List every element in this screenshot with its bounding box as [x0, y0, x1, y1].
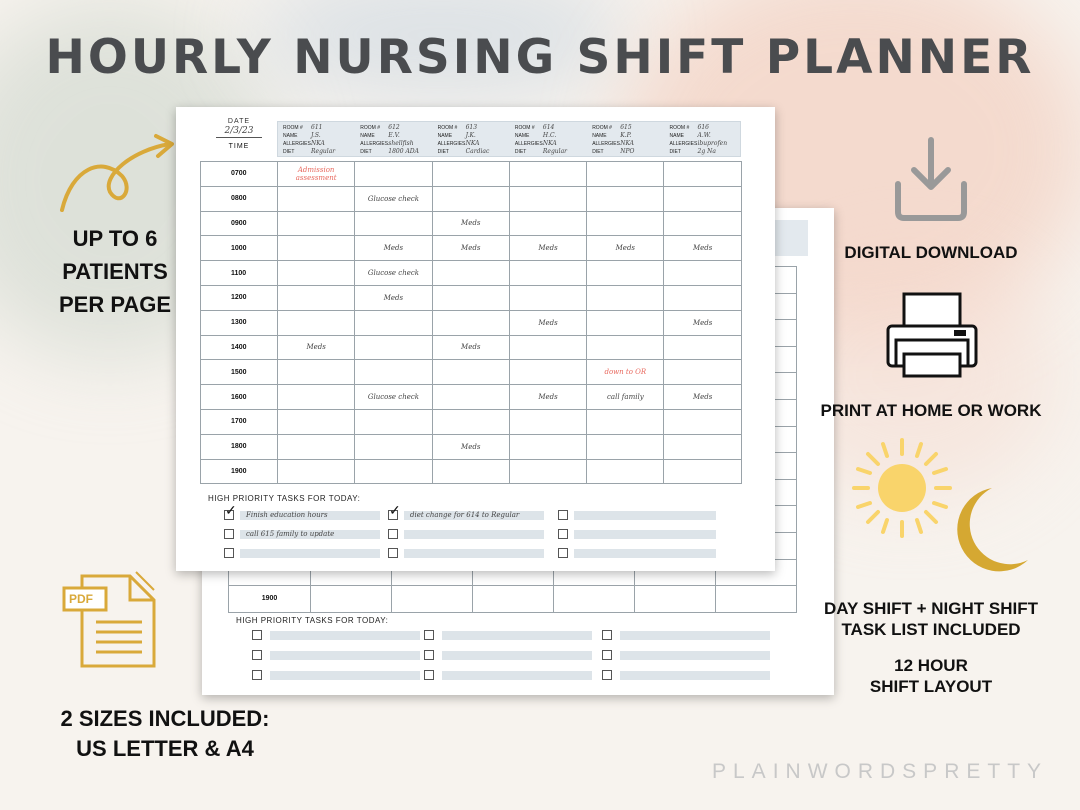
- brand-watermark: PLAINWORDSPRETTY: [712, 760, 1049, 783]
- schedule-entry: Meds: [538, 244, 558, 253]
- schedule-cell[interactable]: [509, 459, 586, 484]
- hour-label: 1600: [201, 385, 278, 410]
- schedule-cell[interactable]: [278, 236, 355, 261]
- hour-row: [201, 261, 742, 286]
- task-field[interactable]: Finish education hours: [240, 511, 380, 520]
- task-field[interactable]: call 615 family to update: [240, 530, 380, 539]
- schedule-cell[interactable]: [664, 385, 741, 410]
- schedule-cell[interactable]: [587, 385, 664, 410]
- task-field[interactable]: [240, 549, 380, 558]
- schedule-cell[interactable]: [355, 261, 432, 286]
- back-task-field[interactable]: [442, 651, 592, 660]
- schedule-entry: Glucose check: [367, 269, 420, 278]
- schedule-entry: Meds: [461, 244, 481, 253]
- shift-tasks-label: DAY SHIFT + NIGHT SHIFT TASK LIST INCLUDED: [824, 599, 1038, 639]
- schedule-cell[interactable]: [664, 459, 741, 484]
- hour-label: 1100: [201, 261, 278, 286]
- schedule-cell[interactable]: [355, 459, 432, 484]
- back-task-checkbox[interactable]: [252, 670, 262, 680]
- schedule-cell[interactable]: [278, 360, 355, 385]
- task-checkbox[interactable]: [224, 548, 234, 558]
- hourly-grid: [200, 161, 742, 484]
- schedule-entry: Meds: [461, 343, 481, 352]
- sizes-feature: 2 SIZES INCLUDED: US LETTER & A4: [60, 706, 270, 761]
- room-column-header: ROOM # 613 NAME J.K. ALLERGIESNKA DIET Cardiac: [437, 124, 490, 155]
- schedule-cell[interactable]: [509, 162, 586, 187]
- patients-feature: UP TO 6 PATIENTS PER PAGE: [58, 226, 172, 317]
- schedule-cell[interactable]: [278, 434, 355, 459]
- schedule-cell[interactable]: [664, 434, 741, 459]
- schedule-entry: Meds: [383, 244, 404, 253]
- hour-label: 1200: [201, 285, 278, 310]
- hour-label: 1500: [201, 360, 278, 385]
- schedule-cell[interactable]: [587, 335, 664, 360]
- hour-label: 1300: [201, 310, 278, 335]
- hour-label: 1900: [201, 459, 278, 484]
- pdf-label: PDF: [69, 592, 93, 606]
- back-task-checkbox[interactable]: [602, 670, 612, 680]
- schedule-entry: Meds: [538, 393, 558, 402]
- hour-row: [201, 186, 742, 211]
- back-task-checkbox[interactable]: [252, 630, 262, 640]
- check-mark-icon: ✓: [225, 502, 237, 518]
- schedule-cell[interactable]: [509, 360, 586, 385]
- back-task-field[interactable]: [442, 671, 592, 680]
- room-column-header: ROOM # 616 NAME A.W. ALLERGIESibuprofen DIET 2g Na: [669, 124, 728, 155]
- layout-label: 12 HOUR SHIFT LAYOUT: [869, 656, 993, 696]
- schedule-entry: down to OR: [604, 368, 647, 377]
- schedule-cell[interactable]: [664, 162, 741, 187]
- download-icon: [892, 136, 970, 222]
- hour-row: [201, 385, 742, 410]
- hour-row: [201, 360, 742, 385]
- schedule-cell[interactable]: [432, 186, 509, 211]
- schedule-cell[interactable]: [432, 385, 509, 410]
- hour-label: 1800: [201, 434, 278, 459]
- hour-row: [201, 459, 742, 484]
- schedule-cell[interactable]: [278, 162, 355, 187]
- schedule-cell[interactable]: [278, 186, 355, 211]
- task-checkbox[interactable]: [224, 529, 234, 539]
- back-task-field[interactable]: [620, 671, 770, 680]
- hour-row: [201, 162, 742, 187]
- hour-row: [201, 236, 742, 261]
- room-column-header: ROOM # 611 NAME J.S. ALLERGIESNKA DIET Regular: [283, 124, 336, 155]
- schedule-cell[interactable]: [355, 162, 432, 187]
- task-checkbox[interactable]: [558, 510, 568, 520]
- schedule-cell[interactable]: [664, 310, 741, 335]
- schedule-cell[interactable]: [355, 236, 432, 261]
- schedule-cell[interactable]: [355, 385, 432, 410]
- back-task-checkbox[interactable]: [424, 630, 434, 640]
- date-value: 2/3/23: [216, 126, 262, 138]
- schedule-cell[interactable]: [664, 335, 741, 360]
- schedule-cell[interactable]: [355, 186, 432, 211]
- schedule-entry: Glucose check: [367, 194, 420, 203]
- task-field[interactable]: [404, 530, 544, 539]
- schedule-cell[interactable]: [432, 162, 509, 187]
- schedule-cell[interactable]: [278, 310, 355, 335]
- schedule-cell[interactable]: [355, 211, 432, 236]
- schedule-entry: Meds: [461, 442, 481, 451]
- schedule-cell[interactable]: [664, 261, 741, 286]
- schedule-cell[interactable]: [278, 459, 355, 484]
- task-checkbox[interactable]: [388, 529, 398, 539]
- back-task-checkbox[interactable]: [602, 650, 612, 660]
- back-schedule-cell[interactable]: [635, 586, 716, 613]
- tasks-label: HIGH PRIORITY TASKS FOR TODAY:: [208, 494, 361, 503]
- schedule-cell[interactable]: [432, 285, 509, 310]
- back-hour-row: [229, 586, 797, 613]
- schedule-entry: Meds: [538, 318, 558, 327]
- back-hour-label: 1900: [229, 586, 311, 613]
- schedule-cell[interactable]: [587, 162, 664, 187]
- back-task-field[interactable]: [270, 631, 420, 640]
- schedule-entry: Meds: [461, 219, 481, 228]
- schedule-cell[interactable]: [432, 360, 509, 385]
- room-header-strip: [277, 121, 741, 157]
- schedule-cell[interactable]: [587, 459, 664, 484]
- schedule-cell[interactable]: [432, 211, 509, 236]
- schedule-cell[interactable]: [664, 360, 741, 385]
- schedule-cell[interactable]: [278, 335, 355, 360]
- back-task-checkbox[interactable]: [602, 630, 612, 640]
- download-label: DIGITAL DOWNLOAD: [844, 243, 1018, 262]
- schedule-cell[interactable]: [432, 236, 509, 261]
- hour-label: 1700: [201, 409, 278, 434]
- task-field[interactable]: [574, 530, 716, 539]
- sun-icon: [850, 436, 954, 540]
- back-schedule-cell[interactable]: [716, 586, 797, 613]
- schedule-cell[interactable]: [587, 310, 664, 335]
- schedule-cell[interactable]: [432, 434, 509, 459]
- schedule-cell[interactable]: [509, 409, 586, 434]
- schedule-cell[interactable]: [432, 310, 509, 335]
- schedule-entry: Meds: [306, 343, 326, 352]
- check-mark-icon: ✓: [389, 502, 401, 518]
- schedule-cell[interactable]: [509, 310, 586, 335]
- schedule-cell[interactable]: [278, 211, 355, 236]
- schedule-cell[interactable]: [664, 211, 741, 236]
- schedule-cell[interactable]: [587, 409, 664, 434]
- task-field[interactable]: [574, 511, 716, 520]
- pdf-file-icon: [62, 570, 158, 670]
- schedule-cell[interactable]: [587, 360, 664, 385]
- task-field[interactable]: [574, 549, 716, 558]
- schedule-cell[interactable]: [509, 261, 586, 286]
- page-title: HOURLY NURSING SHIFT PLANNER: [45, 30, 1035, 85]
- hour-label: 0800: [201, 186, 278, 211]
- schedule-cell[interactable]: [355, 310, 432, 335]
- schedule-entry: Meds: [692, 244, 713, 253]
- schedule-cell[interactable]: [509, 335, 586, 360]
- moon-icon: [948, 484, 1032, 576]
- back-schedule-cell[interactable]: [392, 586, 473, 613]
- schedule-entry: Meds: [383, 293, 404, 302]
- schedule-cell[interactable]: [587, 211, 664, 236]
- task-checkbox[interactable]: [558, 529, 568, 539]
- hour-row: [201, 285, 742, 310]
- print-label: PRINT AT HOME OR WORK: [820, 401, 1042, 420]
- schedule-cell[interactable]: [432, 409, 509, 434]
- back-task-checkbox[interactable]: [252, 650, 262, 660]
- schedule-cell[interactable]: [278, 285, 355, 310]
- schedule-cell[interactable]: [355, 409, 432, 434]
- back-task-checkbox[interactable]: [424, 670, 434, 680]
- schedule-entry: Glucose check: [367, 393, 420, 402]
- schedule-entry: Meds: [692, 318, 713, 327]
- schedule-cell[interactable]: [355, 360, 432, 385]
- schedule-cell[interactable]: [587, 434, 664, 459]
- schedule-cell[interactable]: [278, 409, 355, 434]
- back-task-field[interactable]: [620, 651, 770, 660]
- back-task-field[interactable]: [620, 631, 770, 640]
- back-schedule-cell[interactable]: [311, 586, 392, 613]
- hour-label: 1400: [201, 335, 278, 360]
- task-field[interactable]: [404, 549, 544, 558]
- schedule-cell[interactable]: [509, 211, 586, 236]
- planner-sheet-front: [176, 107, 775, 571]
- back-task-field[interactable]: [270, 671, 420, 680]
- hour-row: [201, 211, 742, 236]
- schedule-cell[interactable]: [509, 385, 586, 410]
- hour-row: [201, 409, 742, 434]
- schedule-cell[interactable]: [509, 186, 586, 211]
- schedule-cell[interactable]: [587, 236, 664, 261]
- schedule-cell[interactable]: [509, 236, 586, 261]
- hour-row: [201, 335, 742, 360]
- back-task-field[interactable]: [442, 631, 592, 640]
- room-column-header: ROOM # 612 NAME E.V. ALLERGIESshellfish DIET 1800 ADA: [360, 124, 419, 155]
- schedule-cell[interactable]: [587, 186, 664, 211]
- task-checkbox[interactable]: [388, 548, 398, 558]
- schedule-cell[interactable]: [355, 434, 432, 459]
- schedule-cell[interactable]: [355, 335, 432, 360]
- back-task-field[interactable]: [270, 651, 420, 660]
- schedule-cell[interactable]: [587, 285, 664, 310]
- schedule-cell[interactable]: [664, 236, 741, 261]
- schedule-cell[interactable]: [278, 261, 355, 286]
- date-block: DATE 2/3/23 TIME: [216, 118, 262, 150]
- schedule-cell[interactable]: [432, 261, 509, 286]
- hour-row: [201, 310, 742, 335]
- schedule-entry: Meds: [615, 244, 636, 253]
- room-column-header: ROOM # 614 NAME H.C. ALLERGIESNKA DIET Regular: [514, 124, 568, 155]
- schedule-entry: Meds: [692, 393, 713, 402]
- task-checkbox[interactable]: [558, 548, 568, 558]
- task-field[interactable]: diet change for 614 to Regular: [404, 511, 544, 520]
- back-tasks-label: HIGH PRIORITY TASKS FOR TODAY:: [236, 616, 389, 625]
- schedule-cell[interactable]: [664, 186, 741, 211]
- schedule-cell[interactable]: [587, 261, 664, 286]
- schedule-cell[interactable]: [509, 285, 586, 310]
- curly-arrow-icon: [52, 128, 180, 216]
- schedule-entry: Admission assessment: [295, 165, 337, 182]
- schedule-entry: call family: [607, 393, 644, 402]
- hour-label: 0700: [201, 162, 278, 187]
- schedule-cell[interactable]: [664, 285, 741, 310]
- back-schedule-cell[interactable]: [473, 586, 554, 613]
- schedule-cell[interactable]: [355, 285, 432, 310]
- schedule-cell[interactable]: [432, 335, 509, 360]
- back-schedule-cell[interactable]: [554, 586, 635, 613]
- schedule-cell[interactable]: [509, 434, 586, 459]
- hour-label: 1000: [201, 236, 278, 261]
- schedule-cell[interactable]: [664, 409, 741, 434]
- back-task-checkbox[interactable]: [424, 650, 434, 660]
- hour-row: [201, 434, 742, 459]
- room-column-header: ROOM # 615 NAME K.P. ALLERGIESNKA DIET NPO: [592, 124, 635, 155]
- schedule-cell[interactable]: [278, 385, 355, 410]
- hour-label: 0900: [201, 211, 278, 236]
- printer-icon: [884, 290, 980, 382]
- schedule-cell[interactable]: [432, 459, 509, 484]
